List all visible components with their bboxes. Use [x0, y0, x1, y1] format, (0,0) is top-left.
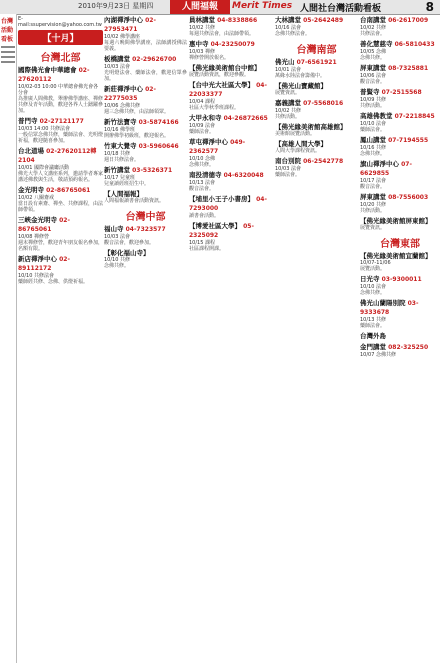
listing-entry [360, 88, 440, 109]
listing-description: 共修活動。 [360, 103, 386, 109]
listing-description: 共修活動。 [275, 114, 301, 120]
listing-phone: 04-7293000 [189, 196, 267, 212]
listings [189, 16, 273, 252]
listing-name: 金門講堂 082-325250 [360, 343, 429, 351]
listing-name: 【高雄人間大學】 [275, 140, 327, 148]
listing-phone: 03-9300011 [379, 276, 422, 283]
listing-schedule: 10/02-03 10:00 中華總會佛光會各分會 [18, 84, 99, 96]
listing-name: 嘉義講堂 07-5568016 [275, 99, 344, 107]
listing-name: 惠中寺 04-23250079 [189, 40, 255, 48]
listing-entry [360, 40, 440, 61]
listing-description: 社區課程開課。 [189, 246, 225, 252]
listing-phone: 06-5810433 [392, 41, 435, 48]
listings [104, 225, 187, 269]
listing-phone: 04-7323577 [123, 226, 166, 233]
listing-description: 美術館展覽活動。 [275, 131, 316, 137]
listing-name: 【人間福報】 [104, 190, 143, 198]
listing-name: 【埔里小王子小書房】 04-7293000 [189, 195, 267, 212]
listing-entry [18, 117, 103, 144]
column-1 [18, 14, 103, 663]
divider [1, 61, 15, 63]
listing-phone: 06-2617009 [386, 17, 429, 24]
listing-schedule: 10/15 課程 [189, 240, 215, 246]
listing-description: 藥師法會。 [275, 172, 301, 178]
listing-phone: 02-27953471 [104, 17, 156, 33]
listing-schedule: 10/16 法會 [275, 25, 301, 31]
listing-phone: 02-22775035 [104, 86, 156, 102]
listing-schedule: 10/10 共修 [104, 257, 130, 263]
region-label: 台灣南部 [296, 45, 337, 56]
listing-entry [189, 40, 273, 61]
listing-name: 大甲永和寺 04-26872665 [189, 114, 268, 122]
listing-description: 佛光大學人文講座系列，邀請學者專家講述佛教與生活，敬請預約報名。 [18, 171, 103, 183]
listing-schedule: 10/10 法會 [360, 284, 386, 290]
newspaper-logo: 人間福報 [170, 0, 230, 14]
listing-name: 佛光山蘭陽別院 03-9333678 [360, 299, 419, 316]
listing-entry [189, 64, 273, 78]
listing-entry [104, 118, 187, 139]
column-3 [189, 14, 273, 663]
listing-schedule: 10/03 14:00 共修法會 [18, 126, 70, 132]
listing-schedule: 10/17 兒童班 [104, 175, 135, 181]
listing-phone: 03-9333678 [360, 300, 419, 316]
listings [360, 252, 440, 358]
listing-name: 【佛光緣美術館屏東館】 [360, 217, 432, 225]
listing-name: 高雄佛教堂 07-2218845 [360, 112, 435, 120]
listing-description: 禪修營開放報名。 [189, 55, 230, 61]
listing-entry [275, 16, 358, 37]
listing-name: 【博愛社區大學】 05-2325092 [189, 222, 254, 239]
listing-entry [189, 195, 273, 219]
listing-entry [275, 58, 358, 79]
listing-name: 南投清德寺 04-6320048 [189, 171, 264, 179]
month-banner: 【十月】 [18, 30, 103, 45]
listing-schedule: 10/03 法會 [104, 64, 130, 70]
listing-entry [275, 82, 358, 96]
listing-phone: 07-5568016 [301, 100, 344, 107]
listing-schedule: 10/04 課程 [189, 99, 215, 105]
listing-entry [189, 114, 273, 135]
listing-phone: 04-8338866 [215, 17, 258, 24]
left-margin-strip [0, 14, 17, 663]
listing-name: 【彰化福山寺】 [104, 249, 150, 257]
listing-name: 【佛光緣美術館高雄館】 [275, 123, 347, 131]
listing-entry [275, 123, 358, 137]
listing-description: 週末禪修營，歡迎青年朋友報名參加，名額有限。 [18, 240, 103, 252]
listing-phone: 02-27620112 [18, 67, 90, 83]
listing-entry [360, 136, 440, 157]
listing-schedule: 10/02 佛學講座 [104, 34, 140, 40]
page-number: 8 [425, 0, 434, 14]
listing-phone: 03-5326371 [130, 167, 173, 174]
divider [1, 56, 15, 58]
listing-description: 展覽資訊。 [275, 90, 301, 96]
listing-phone: 03-5960646 [136, 143, 179, 150]
listing-entry [189, 16, 273, 37]
listing-description: 為推廣人間佛教，舉辦佛學講座、禪修共修及青年活動，歡迎各界人士踴躍參加。 [18, 96, 103, 114]
listings [18, 66, 103, 285]
region-heading-east [360, 235, 440, 250]
listing-phone: 02-86765061 [44, 187, 91, 194]
listing-entry [189, 138, 273, 168]
region-label: 台灣北部 [40, 53, 81, 64]
listing-schedule: 10/03 法會 [104, 234, 130, 240]
listing-entry [275, 140, 358, 154]
listing-description: 展覽資訊。 [360, 225, 386, 231]
listing-description: 念佛共修。 [104, 263, 130, 269]
listing-schedule: 10/07-11/06 [360, 260, 391, 266]
listing-phone: 04-23250079 [208, 41, 255, 48]
listing-entry [189, 81, 273, 111]
listing-phone: 04-26872665 [221, 115, 268, 122]
listing-name: 新莊禪淨中心 02-22775035 [104, 85, 156, 102]
listing-name: 國際佛光會中華總會 02-27620112 [18, 66, 90, 83]
listing-name: 新竹法寶寺 03-5874166 [104, 118, 179, 126]
listing-description: 共修活動。 [360, 208, 386, 214]
listing-name: 佛光山 07-6561921 [275, 58, 337, 66]
listing-description: 觀音法會。 [189, 186, 215, 192]
sidebar-title: 台灣活動看板 [1, 18, 14, 43]
listing-schedule: 10/02 共修 [275, 108, 301, 114]
listing-description: 觀音法會，歡迎參加。 [104, 240, 155, 246]
listing-schedule: 10/08 禪修營 [18, 234, 49, 240]
listing-schedule: 10/03 禪修 [189, 49, 215, 55]
listing-schedule: 10/10 念佛 [189, 156, 215, 162]
listing-description: 共修法會。 [360, 31, 386, 37]
listing-name: 竹東大覺寺 03-5960646 [104, 142, 179, 150]
listing-name: 三峽金光明寺 02-86765061 [18, 216, 70, 233]
listing-entry [360, 252, 440, 272]
listing-name: 日光寺 03-9300011 [360, 275, 422, 283]
listing-description: 展覽活動。 [360, 266, 386, 272]
listing-entry [360, 193, 440, 214]
listing-phone: 07-7194555 [386, 137, 429, 144]
listing-schedule: 10/03 法會 [275, 166, 301, 172]
listing-entry [104, 249, 187, 269]
listing-entry [18, 147, 103, 183]
listing-schedule: 10/10 法會 [360, 121, 386, 127]
listing-name: 南台別院 06-2542778 [275, 157, 344, 165]
listing-entry [189, 171, 273, 192]
listing-description: 藥師法會。 [360, 323, 386, 329]
region-heading-central [104, 208, 187, 223]
listing-entry [360, 332, 440, 340]
listing-description: 開辦佛學初級班，歡迎報名。 [104, 133, 170, 139]
listing-description: 觀音法會。 [360, 184, 386, 190]
column-4 [275, 14, 358, 663]
contact-email: E-mail:ssupervision@yahoo.com.tw [18, 16, 102, 28]
listing-schedule: 10/02 共修 [360, 25, 386, 31]
listing-description: 光明燈法會、藥師法會，歡迎信眾參加。 [104, 70, 187, 82]
listing-schedule: 10/18 共修 [104, 151, 130, 157]
region-heading-south [275, 41, 358, 56]
region-heading-north [18, 49, 103, 64]
listing-phone: 07-6629855 [360, 161, 412, 177]
listing-phone: 05-2642489 [301, 17, 344, 24]
listing-name: 【台中光大社區大學】 04-22033377 [189, 81, 267, 98]
listing-entry [189, 222, 273, 252]
listing-name: 【佛光緣美術館宜蘭館】 [360, 252, 432, 260]
listing-schedule: 10/09 法會 [189, 123, 215, 129]
listing-schedule: 10/02 共修 [189, 25, 215, 31]
listing-schedule: 10/06 念佛共修 [104, 103, 140, 109]
listing-phone: 05-2325092 [189, 223, 254, 239]
listing-name: 草屯禪淨中心 049-2362577 [189, 138, 246, 155]
listings [275, 16, 358, 37]
listing-schedule: 10/13 共修 [360, 317, 386, 323]
listing-name: 屏東講堂 08-7325881 [360, 64, 429, 72]
listing-phone: 049-2362577 [189, 139, 246, 155]
listing-description: 社區大學秋季班課程。 [189, 105, 240, 111]
listing-entry [360, 299, 440, 329]
listing-description: 展覽活動資訊，歡迎參觀。 [189, 72, 250, 78]
page-header [0, 0, 440, 15]
listing-schedule: 10/05 念佛 [360, 49, 386, 55]
listing-name: 台灣外島 [360, 332, 386, 340]
listing-schedule: 10/09 共修 [360, 97, 386, 103]
listing-description: 觀音法會。 [360, 79, 386, 85]
listing-entry [104, 85, 187, 115]
listing-phone: 02-86765061 [18, 217, 70, 233]
listing-schedule: 10/02 八關齋戒 [18, 195, 54, 201]
listing-name: 金光明寺 02-86765061 [18, 186, 91, 194]
listing-phone: 02-27121177 [37, 118, 84, 125]
listing-schedule: 10/16 佛學班 [104, 127, 135, 133]
listing-phone: 082-325250 [386, 344, 429, 351]
listing-name: 板橋講堂 02-29626700 [104, 55, 177, 63]
divider [1, 46, 15, 48]
listing-entry [360, 112, 440, 133]
listing-entry [360, 217, 440, 231]
listing-description: 藥師經共修、念佛、供燈祈福。 [18, 279, 89, 285]
listing-name: 旗山禪淨中心 07-6629855 [360, 160, 412, 177]
listing-description: 人間大學課程資訊。 [275, 148, 321, 154]
listing-name: 大林講堂 05-2642489 [275, 16, 344, 24]
listings [360, 16, 440, 231]
listing-entry [104, 190, 187, 204]
listing-schedule: 10/01 國際會議廳活動 [18, 165, 69, 171]
listing-description: 藥師法會。 [189, 129, 215, 135]
listing-phone: 07-2515568 [379, 89, 422, 96]
listing-name: 【佛光山寶藏館】 [275, 82, 327, 90]
listing-description: 週三念佛共修，由法師領眾。 [104, 109, 170, 115]
listing-schedule: 10/01 法會 [275, 67, 301, 73]
listing-name: 善化慧慈寺 06-5810433 [360, 40, 435, 48]
listing-name: 普門寺 02-27121177 [18, 117, 84, 125]
newspaper-english-name: Merit Times [232, 1, 293, 11]
listing-schedule: 10/07 念佛共修 [360, 352, 396, 358]
listing-phone: 07-2218845 [392, 113, 435, 120]
listing-entry [104, 55, 187, 82]
listings [104, 16, 187, 204]
listing-description: 萬緣水陸法會籌備中。 [275, 73, 326, 79]
listing-entry [104, 142, 187, 163]
listing-description: 念佛共修。 [360, 151, 386, 157]
listing-name: 普賢寺 07-2515568 [360, 88, 422, 96]
listing-name: 【佛光緣美術館台中館】 [189, 64, 261, 72]
listing-schedule: 10/16 共修 [360, 145, 386, 151]
listing-phone: 02-29626700 [130, 56, 177, 63]
listing-entry [360, 160, 440, 190]
listing-description: 兒童讀經班招生中。 [104, 181, 150, 187]
listing-schedule: 10/13 法會 [189, 180, 215, 186]
listing-entry [360, 64, 440, 85]
listing-entry [104, 166, 187, 187]
listing-phone: 08-7325881 [386, 65, 429, 72]
listing-entry [104, 225, 187, 246]
listing-description: 讀書會活動。 [189, 213, 220, 219]
region-label: 台灣中部 [125, 212, 166, 223]
listing-description: 一般信眾念佛共修，藥師法會、光明燈祈福，歡迎隨喜參加。 [18, 132, 103, 144]
listing-entry [360, 16, 440, 37]
listing-entry [275, 99, 358, 120]
listing-phone: 04-22033377 [189, 82, 267, 98]
listing-name: 內湖禪淨中心 02-27953471 [104, 16, 156, 33]
listing-schedule: 10/17 法會 [360, 178, 386, 184]
divider [1, 51, 15, 53]
listing-description: 念佛共修法會。 [275, 31, 311, 37]
listing-entry [18, 216, 103, 252]
listing-description: 人間福報讀書會活動資訊。 [104, 198, 165, 204]
listing-description: 念佛共修。 [189, 162, 215, 168]
listing-name: 新竹講堂 03-5326371 [104, 166, 173, 174]
listing-name: 屏東講堂 08-7556003 [360, 193, 429, 201]
listing-phone: 07-6561921 [294, 59, 337, 66]
column-2 [104, 14, 187, 663]
listing-description: 每週共修法會，由法師帶領。 [189, 31, 255, 37]
listing-description: 當日設有素齋、禪坐、共修課程，由法師帶領。 [18, 201, 103, 213]
listing-entry [18, 66, 103, 114]
listing-name: 台北道場 02-27620112轉2104 [18, 147, 97, 164]
listing-entry [360, 275, 440, 296]
listing-name: 鳳山講堂 07-7194555 [360, 136, 429, 144]
listing-description: 每週六晚間佛學講座，法師講授佛法要義。 [104, 40, 187, 52]
listing-phone: 02-27620112轉2104 [18, 148, 97, 164]
listing-schedule: 10/06 法會 [360, 73, 386, 79]
listing-entry [360, 343, 440, 358]
listing-name: 福山寺 04-7323577 [104, 225, 166, 233]
listing-schedule: 10/10 共修法會 [18, 273, 54, 279]
listing-description: 週日共修法會。 [104, 157, 140, 163]
issue-date: 2010年9月23日 星期四 [78, 2, 154, 10]
listing-description: 念佛共修。 [360, 55, 386, 61]
listing-schedule: 10/20 共修 [360, 202, 386, 208]
listing-name: 台南講堂 06-2617009 [360, 16, 429, 24]
listing-entry [104, 16, 187, 52]
listing-name: 員林講堂 04-8338866 [189, 16, 258, 24]
listing-name: 新店禪淨中心 02-89112172 [18, 255, 70, 272]
listing-description: 藥師法會。 [360, 127, 386, 133]
column-5 [360, 14, 440, 663]
listing-phone: 04-6320048 [221, 172, 264, 179]
listing-entry [275, 157, 358, 178]
listing-entry [18, 186, 103, 213]
listing-description: 念佛共修。 [360, 290, 386, 296]
listings [275, 58, 358, 178]
region-label: 台灣東部 [380, 239, 420, 250]
section-title: 人間社台灣活動看板 [300, 4, 382, 14]
listing-phone: 08-7556003 [386, 194, 429, 201]
listing-entry [18, 255, 103, 285]
listing-phone: 06-2542778 [301, 158, 344, 165]
listing-phone: 03-5874166 [136, 119, 179, 126]
listing-phone: 02-89112172 [18, 256, 70, 272]
